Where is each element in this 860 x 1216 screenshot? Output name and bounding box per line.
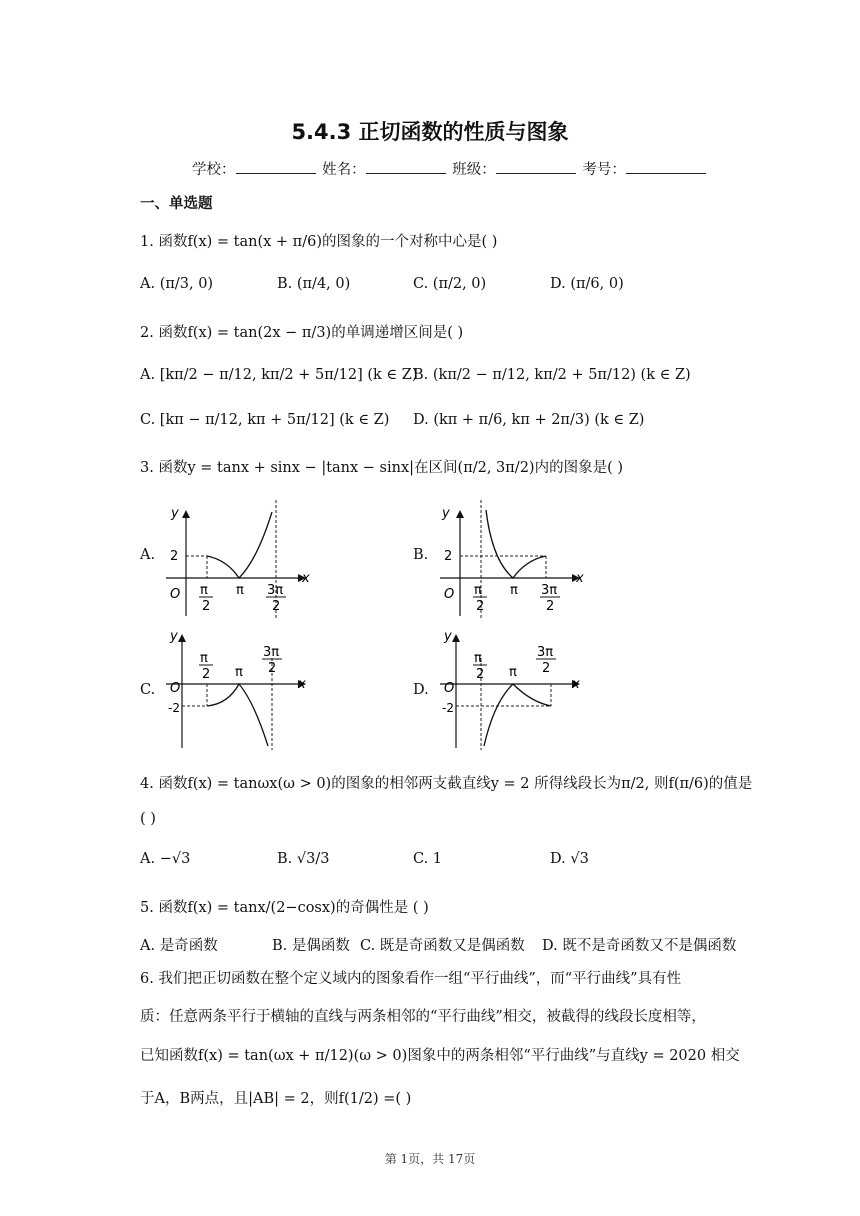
x-axis-label: x: [298, 677, 306, 692]
q5-option-c: C. 既是奇函数又是偶函数: [360, 938, 525, 954]
tick-pi: π: [236, 583, 244, 598]
y-axis-label: y: [442, 506, 450, 521]
tick-pi-half-den: 2: [202, 667, 211, 682]
q5-option-a: A. 是奇函数: [140, 938, 218, 954]
tick-pi-half-num: π: [200, 583, 208, 598]
q4-option-d: D. √3: [550, 851, 589, 867]
q3-graph-d: [436, 628, 596, 750]
tick-pi-half-den: 2: [476, 599, 485, 614]
class-label: 班级：: [452, 162, 496, 178]
origin-label: O: [444, 587, 455, 602]
q3-option-b-letter: B.: [413, 547, 429, 563]
question-6-line-4: 于A，B两点，且|AB| = 2，则f(1/2) =( ): [140, 1091, 412, 1107]
tick-pi: π: [510, 583, 518, 598]
question-5-stem: 5. 函数f(x) = tanx/(2−cosx)的奇偶性是 ( ): [140, 900, 429, 916]
question-6-line-1: 6. 我们把正切函数在整个定义域内的图象看作一组“平行曲线”，而“平行曲线”具有性: [140, 971, 682, 987]
tick-three-pi-den: 2: [546, 599, 555, 614]
q5-option-b: B. 是偶函数: [272, 938, 350, 954]
x-axis-label: x: [302, 571, 310, 586]
name-label: 姓名：: [322, 162, 366, 178]
q1-option-b: B. (π/4, 0): [277, 276, 351, 292]
tick-three-pi-num: 3π: [267, 583, 284, 598]
tick-pi-half-den: 2: [476, 667, 485, 682]
q2-option-b: B. (kπ/2 − π/12, kπ/2 + 5π/12) (k ∈ Z): [413, 367, 691, 383]
tick-three-pi-den: 2: [542, 661, 551, 676]
q4-option-c: C. 1: [413, 851, 443, 867]
q2-option-d: D. (kπ + π/6, kπ + 2π/3) (k ∈ Z): [413, 412, 645, 428]
tick-neg-two-label: -2: [442, 701, 454, 715]
question-4-stem-cont: ( ): [140, 811, 156, 827]
tick-two-label: 2: [170, 549, 179, 564]
y-arrow-icon: [182, 510, 190, 518]
q3-option-a-letter: A.: [140, 547, 156, 563]
tick-pi-half-num: π: [200, 651, 208, 666]
q3-option-c-letter: C.: [140, 682, 156, 698]
question-6-line-2: 质：任意两条平行于横轴的直线与两条相邻的“平行曲线”相交，被截得的线段长度相等，: [140, 1009, 706, 1025]
tick-pi: π: [509, 665, 517, 680]
q2-option-a: A. [kπ/2 − π/12, kπ/2 + 5π/12] (k ∈ Z): [140, 367, 418, 383]
x-axis-label: x: [576, 571, 584, 586]
origin-label: O: [170, 681, 181, 696]
tick-three-pi-den: 2: [268, 661, 277, 676]
tick-three-pi-num: 3π: [541, 583, 558, 598]
name-blank: [366, 161, 446, 174]
exam-number-label: 考号：: [582, 162, 626, 178]
origin-label: O: [444, 681, 455, 696]
question-6-line-3: 已知函数f(x) = tan(ωx + π/12)(ω > 0)图象中的两条相邻“平行曲线”与直线y = 2020 相交: [140, 1048, 740, 1064]
page-footer: 第 1页，共 17页: [384, 1152, 476, 1166]
q1-option-c: C. (π/2, 0): [413, 276, 487, 292]
question-2-stem: 2. 函数f(x) = tan(2x − π/3)的单调递增区间是( ): [140, 325, 464, 341]
y-arrow-icon: [178, 634, 186, 642]
y-axis-label: y: [170, 629, 178, 644]
tick-pi-half-den: 2: [202, 599, 211, 614]
q3-graph-c: [162, 628, 322, 750]
q4-option-a: A. −√3: [140, 851, 191, 867]
origin-label: O: [170, 587, 181, 602]
tick-pi-half-num: π: [474, 583, 482, 598]
question-1-stem: 1. 函数f(x) = tan(x + π/6)的图象的一个对称中心是( ): [140, 234, 498, 250]
tick-three-pi-num: 3π: [537, 645, 554, 660]
y-arrow-icon: [452, 634, 460, 642]
tick-three-pi-den: 2: [272, 599, 281, 614]
question-3-stem: 3. 函数y = tanx + sinx − |tanx − sinx|在区间(π/2, 3π/2)内的图象是( ): [140, 460, 624, 476]
exam-number-blank: [626, 161, 706, 174]
x-axis-label: x: [572, 677, 580, 692]
section-header: 一、单选题: [140, 195, 213, 212]
tick-pi: π: [235, 665, 243, 680]
y-axis-label: y: [444, 629, 452, 644]
y-arrow-icon: [456, 510, 464, 518]
tick-neg-two-label: -2: [168, 701, 180, 715]
page-title: 5.4.3 正切函数的性质与图象: [291, 120, 569, 144]
q3-option-d-letter: D.: [413, 682, 429, 698]
q3-graph-b: [436, 500, 596, 620]
q2-option-c: C. [kπ − π/12, kπ + 5π/12] (k ∈ Z): [140, 412, 390, 428]
q4-option-b: B. √3/3: [277, 851, 330, 867]
school-blank: [236, 161, 316, 174]
tick-pi-half-num: π: [474, 651, 482, 666]
school-label: 学校：: [192, 162, 236, 178]
q1-option-a: A. (π/3, 0): [140, 276, 214, 292]
q5-option-d: D. 既不是奇函数又不是偶函数: [542, 938, 737, 954]
y-axis-label: y: [171, 506, 179, 521]
info-line: [192, 158, 708, 179]
tick-three-pi-num: 3π: [263, 645, 280, 660]
q1-option-d: D. (π/6, 0): [550, 276, 624, 292]
class-blank: [496, 161, 576, 174]
q3-graph-a: [162, 500, 322, 620]
tick-two-label: 2: [444, 549, 453, 564]
question-4-stem: 4. 函数f(x) = tanωx(ω > 0)的图象的相邻两支截直线y = 2 所得线段长为π/2, 则f(π/6)的值是: [140, 776, 753, 792]
